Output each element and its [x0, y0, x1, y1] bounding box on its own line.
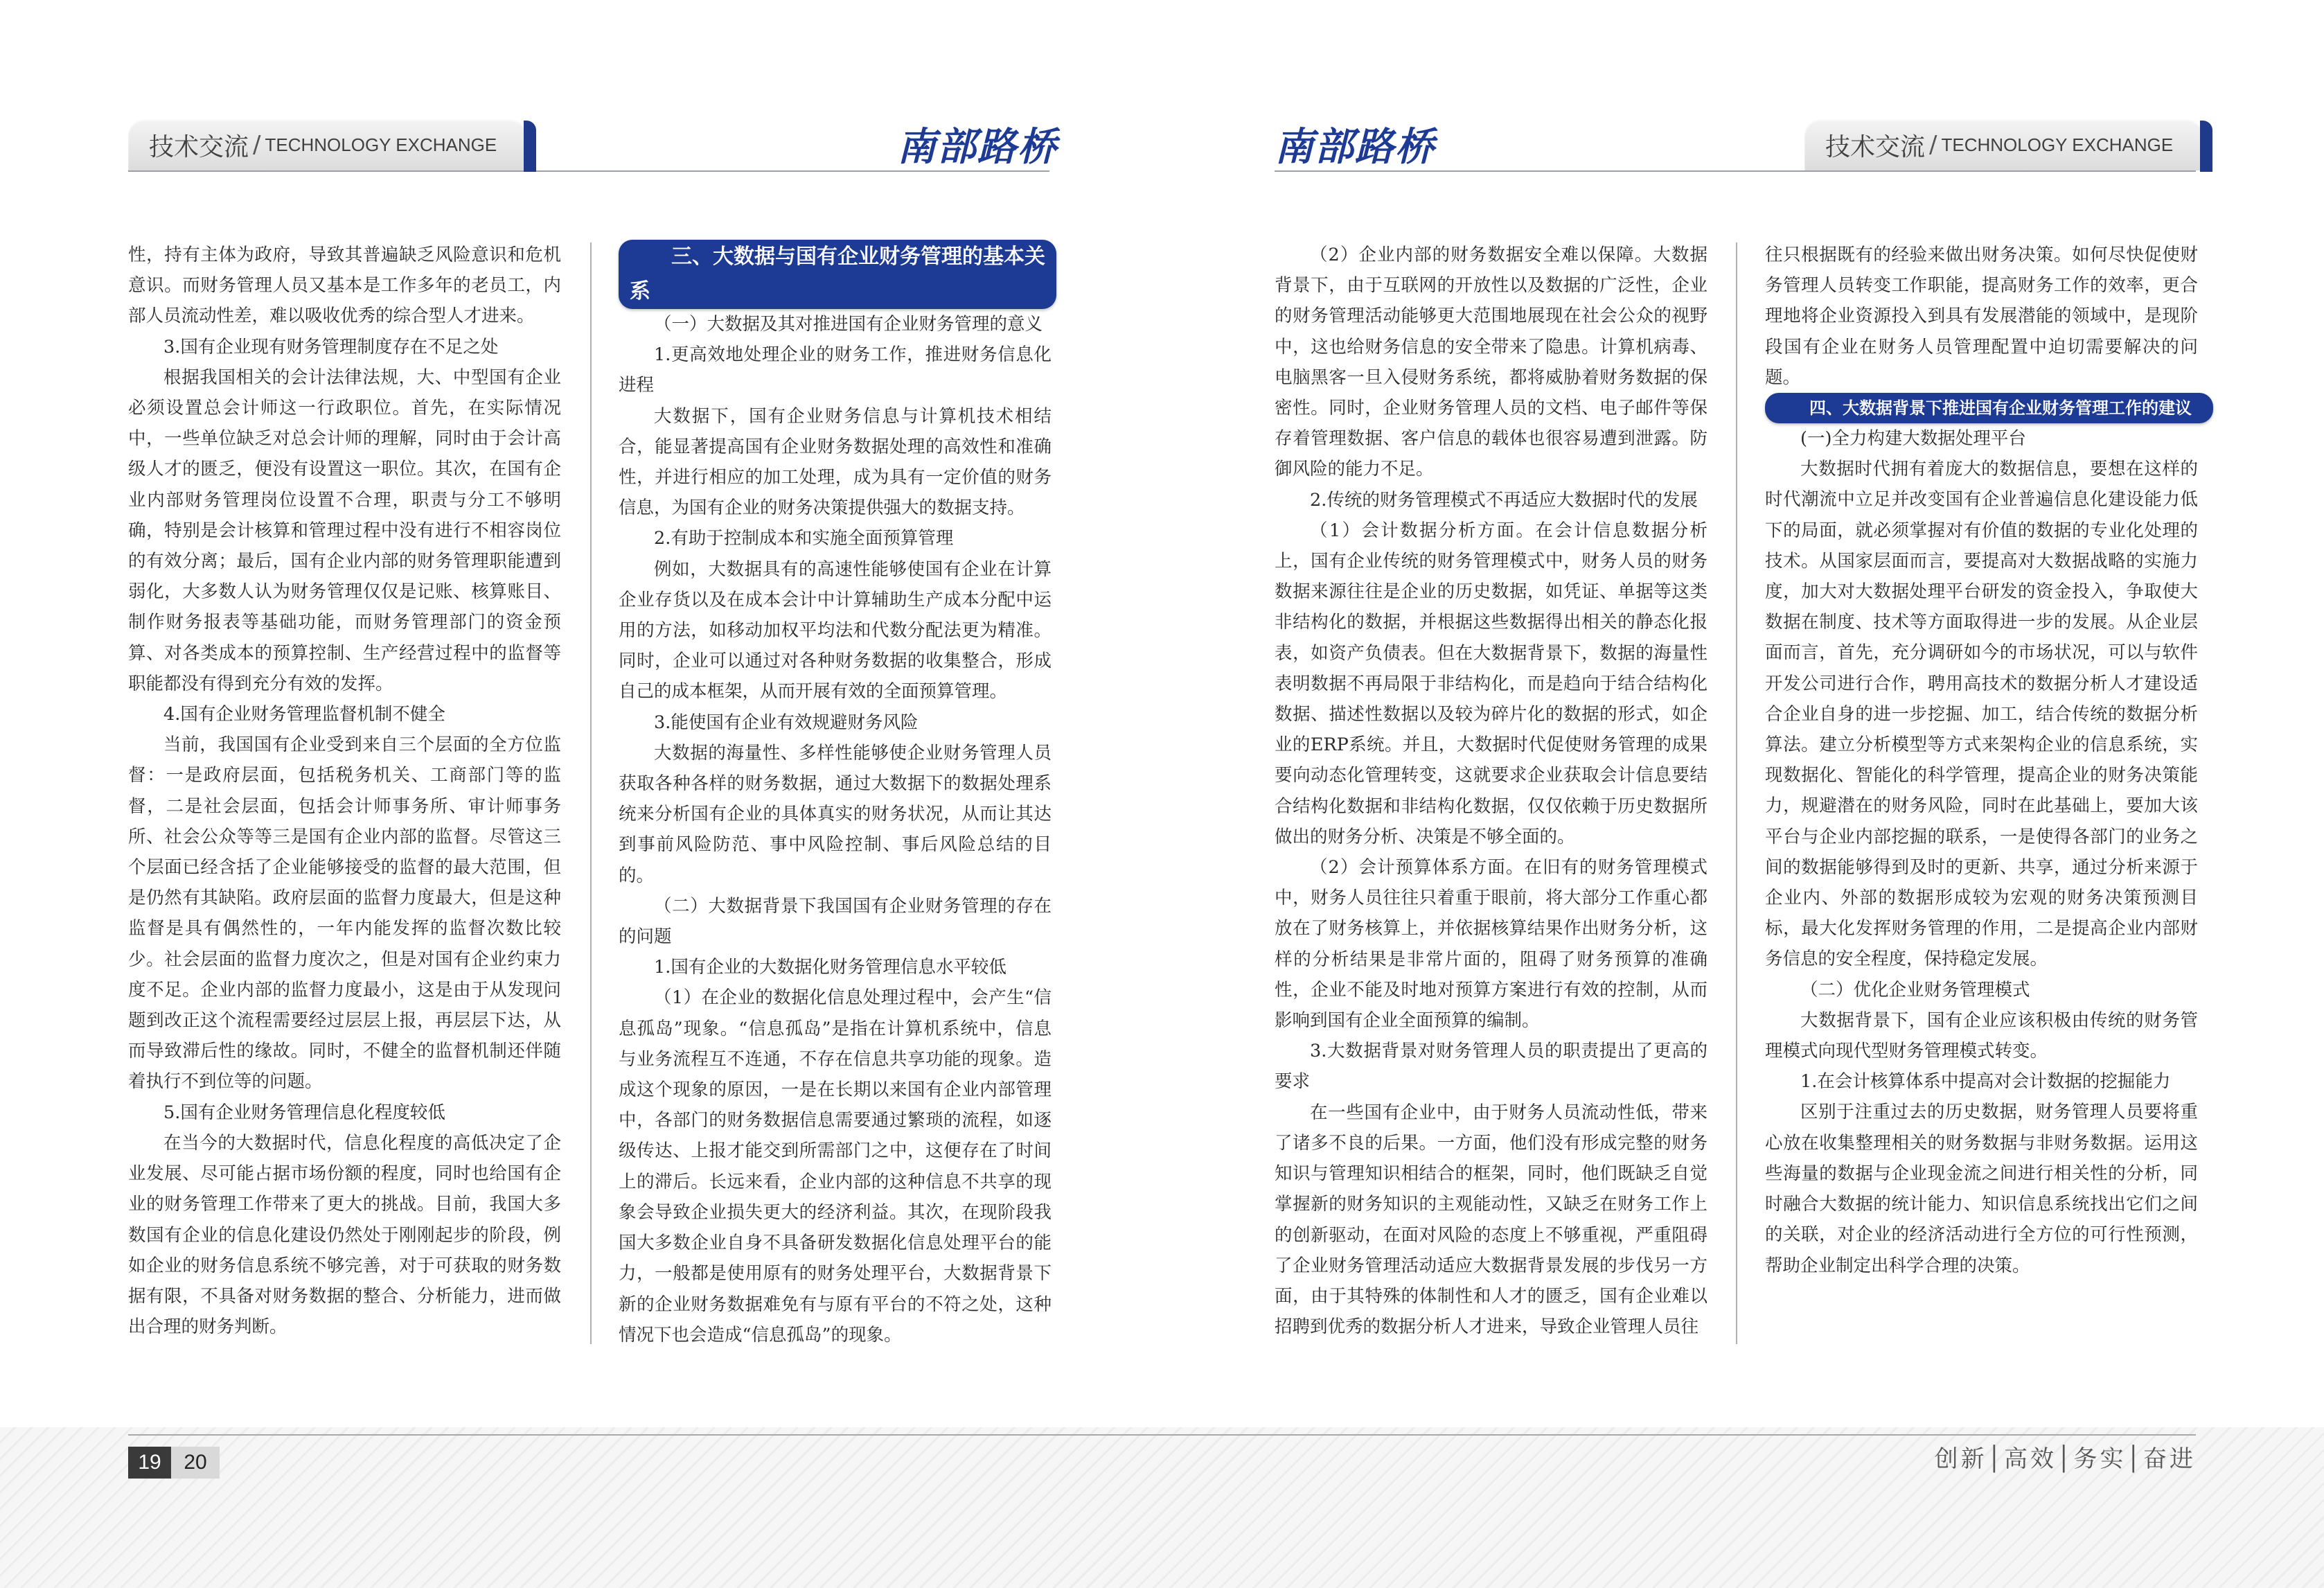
subheading: (一)全力构建大数据处理平台 — [1800, 428, 2026, 450]
section-tab-left — [128, 119, 526, 170]
section-tab-en: TECHNOLOGY EXCHANGE — [265, 134, 497, 155]
section-tab-separator: / — [1929, 131, 1937, 159]
paragraph: 当前，我国国有企业受到来自三个层面的全方位监督：一是政府层面，包括税务机关、工商部门等的监督，二是社会层面，包括会计师事务所、审计师事务所、社会公众等等三是国有企业内部的监督。尽管这三个层面已经含括了企业能够接受的监督的最大范围，但是仍然有其缺陷。政府层面的监督力度最大，但是这种监督是具有偶然性的，一年内能发挥的监督次数比较少。社会层面的监督力度次之，但是对国有企业约束力度不足。企业内部的监督力度最小，这是由于从发现问题到改正这个流程需要经过层层上报，再层层下达，从而导致滞后性的缘故。同时，不健全的监督机制还伴随着执行不到位等的问题。 — [128, 734, 561, 1093]
paragraph: 大数据时代拥有着庞大的数据信息，要想在这样的时代潮流中立足并改变国有企业普遍信息化建设能力低下的局面，就必须掌握对有价值的数据的专业化处理的技术。从国家层面而言，要提高对大数据战略的实施力度，加大对大数据处理平台研发的资金投入，争取使大数据在制度、技术等方面取得进一步的发展。从企业层面而言，首先，充分调研如今的市场状况，可以与软件开发公司进行合作，聘用高技术的数据分析人才建设适合企业自身的进一步挖掘、加工，结合传统的数据分析算法。建立分析模型等方式来架构企业的信息系统，实现数据化、智能化的科学管理，提高企业的财务决策能力，规避潜在的财务风险，同时在此基础上，要加大该平台与企业内部挖掘的联系，一是使得各部门的业务之间的数据能够得到及时的更新、共享，通过分析来源于企业内、外部的数据形成较为宏观的财务决策预测目标，最大化发挥财务管理的作用，二是提高企业内部财务信息的安全程度，保持稳定发展。 — [1765, 459, 2198, 970]
column-4 — [1765, 240, 2198, 1281]
paragraph: 区别于注重过去的历史数据，财务管理人员要将重心放在收集整理相关的财务数据与非财务数据。运用这些海量的数据与企业现金流之间进行相关性的分析，同时融合大数据的统计能力、知识信息系统找出它们之间的关联，对企业的经济活动进行全方位的可行性预测，帮助企业制定出科学合理的决策。 — [1765, 1102, 2198, 1276]
paragraph: 例如，大数据具有的高速性能够使国有企业在计算企业存货以及在成本会计中计算辅助生产成本分配中运用的方法，如移动加权平均法和代数分配法更为精准。同时，企业可以通过对各种财务数据的收集整合，形成自己的成本框架，从而开展有效的全面预算管理。 — [619, 558, 1052, 703]
subheading: 1.国有企业的大数据化财务管理信息水平较低 — [654, 957, 1006, 978]
footer-rule — [128, 1434, 2196, 1436]
column-3 — [1275, 240, 1707, 1342]
subheading: 3.能使国有企业有效规避财务风险 — [654, 712, 919, 733]
subheading: （二）大数据背景下我国国有企业财务管理的存在的问题 — [619, 895, 1052, 948]
column-2 — [619, 240, 1052, 1350]
paragraph: 性，持有主体为政府，导致其普遍缺乏风险意识和危机意识。而财务管理人员又基本是工作多年的老员工，内部人员流动性差，难以吸收优秀的综合型人才进来。 — [128, 245, 561, 327]
page-number-right: 20 — [171, 1447, 220, 1479]
column-1 — [128, 240, 561, 1342]
section-banner-4: 四、大数据背景下推进国有企业财务管理工作的建议 — [1765, 393, 2213, 423]
section-tab-right — [1804, 119, 2203, 170]
paragraph: 往只根据既有的经验来做出财务决策。如何尽快促使财务管理人员转变工作职能，提高财务工作的效率，更合理地将企业资源投入到具有发展潜能的领域中，是现阶段国有企业在财务人员管理配置中迫切需要解决的问题。 — [1765, 245, 2198, 388]
subheading: 2.有助于控制成本和实施全面预算管理 — [654, 528, 954, 549]
section-tab-cn: 技术交流 — [149, 132, 249, 161]
paragraph: （1）在企业的数据化信息处理过程中，会产生“信息孤岛”现象。“信息孤岛”是指在计算机系统中，信息与业务流程互不连通，不存在信息共享功能的现象。造成这个现象的原因，一是在长期以来国有企业内部管理中，各部门的财务数据信息需要通过繁琐的流程，如逐级传达、上报才能交到所需部门之中，这便存在了时间上的滞后。长远来看，企业内部的这种信息不共享的现象会导致企业损失更大的经济利益。其次，在现阶段我国大多数企业自身不具备研发数据化信息处理平台的能力，一般都是使用原有的财务处理平台，大数据背景下新的企业财务数据难免有与原有平台的不符之处，这种情况下也会造成“信息孤岛”的现象。 — [619, 987, 1052, 1346]
section-banner-3: 三、大数据与国有企业财务管理的基本关系 — [619, 240, 1056, 309]
magazine-logo-left: 南部路桥 — [897, 124, 1058, 170]
column-divider — [590, 242, 592, 1344]
paragraph: 大数据背景下，国有企业应该积极由传统的财务管理模式向现代型财务管理模式转变。 — [1765, 1009, 2198, 1062]
paragraph: 在当今的大数据时代，信息化程度的高低决定了企业发展、尽可能占据市场份额的程度，同时也给国有企业的财务管理工作带来了更大的挑战。目前，我国大多数国有企业的信息化建设仍然处于刚刚起步的阶段，例如企业的财务信息系统不够完善，对于可获取的财务数据有限，不具备对财务数据的整合、分析能力，进而做出合理的财务判断。 — [128, 1132, 561, 1338]
subheading: 1.在会计核算体系中提高对会计数据的挖掘能力 — [1800, 1071, 2171, 1093]
section-tab-cn: 技术交流 — [1825, 132, 1926, 161]
paragraph: （2）会计预算体系方面。在旧有的财务管理模式中，财务人员往往只着重于眼前，将大部分工作重心都放在了财务核算上，并依据核算结果作出财务分析，这样的分析结果是非常片面的，阻碍了财务预算的准确性，企业不能及时地对预算方案进行有效的控制，从而影响到国有企业全面预算的编制。 — [1275, 857, 1707, 1032]
paragraph: 根据我国相关的会计法律法规，大、中型国有企业必须设置总会计师这一行政职位。首先，在实际情况中，一些单位缺乏对总会计师的理解，同时由于会计高级人才的匮乏，便没有设置这一职位。其次，在国有企业内部财务管理岗位设置不合理，职责与分工不够明确，特别是会计核算和管理过程中没有进行不相容岗位的有效分离；最后，国有企业内部的财务管理职能遭到弱化，大多数人认为财务管理仅仅是记账、核算账目、制作财务报表等基础功能，而财务管理部门的资金预算、对各类成本的预算控制、生产经营过程中的监督等职能都没有得到充分有效的发挥。 — [128, 367, 561, 694]
footer-slogan: 创新│高效│务实│奋进 — [1934, 1445, 2196, 1473]
paragraph: 在一些国有企业中，由于财务人员流动性低，带来了诸多不良的后果。一方面，他们没有形成完整的财务知识与管理知识相结合的框架，同时，他们既缺乏自觉掌握新的财务知识的主观能动性，又缺乏在财务工作上的创新驱动，在面对风险的态度上不够重视，严重阻碍了企业财务管理活动适应大数据背景发展的步伐另一方面，由于其特殊的体制性和人才的匮乏，国有企业难以招聘到优秀的数据分析人才进来，导致企业管理人员往 — [1275, 1102, 1707, 1338]
subheading: 1.更高效地处理企业的财务工作，推进财务信息化进程 — [619, 344, 1052, 396]
column-divider — [1736, 242, 1737, 1344]
subheading: 4.国有企业财务管理监督机制不健全 — [163, 704, 445, 725]
subheading: 3.国有企业现有财务管理制度存在不足之处 — [163, 336, 499, 358]
paragraph: （1）会计数据分析方面。在会计信息数据分析上，国有企业传统的财务管理模式中，财务人员的财务数据来源往往是企业的历史数据，如凭证、单据等这类非结构化的数据，并根据这些数据得出相关的静态化报表，如资产负债表。但在大数据背景下，数据的海量性表明数据不再局限于非结构化，而是趋向于结合结构化数据、描述性数据以及较为碎片化的数据的形式，如企业的ERP系统。并且，大数据时代促使财务管理的成果要向动态化管理转变，这就要求企业获取会计信息要结合结构化数据和非结构化数据，仅仅依赖于历史数据所做出的财务分析、决策是不够全面的。 — [1275, 520, 1707, 847]
subheading: 3.大数据背景对财务管理人员的职责提出了更高的要求 — [1275, 1041, 1707, 1093]
paragraph: 大数据下，国有企业财务信息与计算机技术相结合，能显著提高国有企业财务数据处理的高效性和准确性，并进行相应的加工处理，成为具有一定价值的财务信息，为国有企业的财务决策提供强大的数据支持。 — [619, 405, 1052, 519]
paragraph: 大数据的海量性、多样性能够使企业财务管理人员获取各种各样的财务数据，通过大数据下的数据处理系统来分析国有企业的具体真实的财务状况，从而让其达到事前风险防范、事中风险控制、事后风险总结的目的。 — [619, 742, 1052, 886]
paragraph: （2）企业内部的财务数据安全难以保障。大数据背景下，由于互联网的开放性以及数据的广泛性，企业的财务管理活动能够更大范围地展现在社会公众的视野中，这也给财务信息的安全带来了隐患。计算机病毒、电脑黑客一旦入侵财务系统，都将威胁着财务数据的保密性。同时，企业财务管理人员的文档、电子邮件等保存着管理数据、客户信息的载体也很容易遭到泄露。防御风险的能力不足。 — [1275, 245, 1707, 480]
section-tab-separator: / — [253, 131, 261, 159]
subheading: （二）优化企业财务管理模式 — [1800, 979, 2030, 1000]
section-tab-en: TECHNOLOGY EXCHANGE — [1941, 134, 2174, 155]
page-number-left: 19 — [128, 1447, 171, 1479]
subheading: （一）大数据及其对推进国有企业财务管理的意义 — [654, 314, 1043, 335]
subheading: 2.传统的财务管理模式不再适应大数据时代的发展 — [1310, 489, 1698, 511]
subheading: 5.国有企业财务管理信息化程度较低 — [163, 1102, 445, 1123]
magazine-logo-right: 南部路桥 — [1275, 124, 1435, 170]
